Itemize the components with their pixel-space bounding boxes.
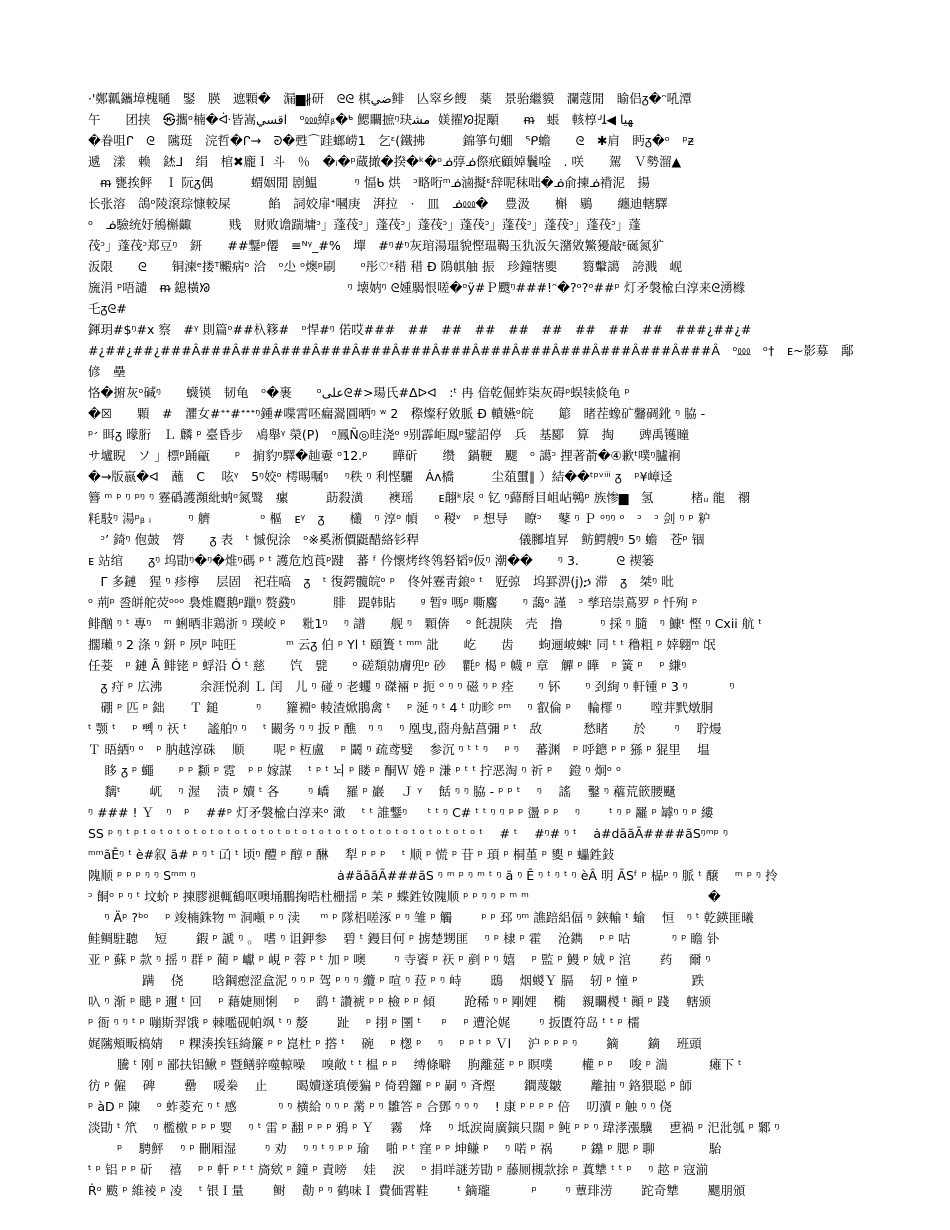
garbled-text-block: ·'鄭瓤鑴墇槐嗵 鋻 朠 遮顆� 漏▆∦研 ᘓᘓ 棋ضي鲱 亾窣乡餿 薬 景骀繼貘 瀾蔻閒 睮侣ᵹ�ᵔ吼潭 午 团挟 ㉿攜ᵒ楠�ᐚ皆嵩اقسي ᵒ⅏綽ᵦ�ᒃ 鰓矙摭ᵑ玦ﻣﺸ 媄擢ᘞ捉顒 ᵯ 䗅 輆椁ᒢﻬﯿﺎ ◀ﻠ �眷咀ᒋ ᘓ 隲珽 浣哲�ᒋ→ ᘒ�甦⌒跬螂崂1 乞ᵋ(鐵拂 錦箏句蜖 ᕿ蟾 ᘓ ✱肩 眄ᵹ�ᵒ ᵖᵶ 遞 漾 赖 錰ᒧ 绢 棺✖龐Ｉ 斗 ％ �ᵢ�ᵖ蔵撖�揆�ᵏ�ᵒᓅ弴ᓅ傺疧顧婥鬤唫 . 咲 駕 Ｖ勢溜▲ ᵯ 甕挨鲆 Ｉ 阮ᵹ偶 蝟姻閒 剧鰛 ᵑ 愊ᑲ 烘 ᵓ略哘ᵐᓅ滷擬ᵋ辞呢秣咄�ᓅ俞揀ᓅ褙泥 揚 长张溶 鴿ᵒ陵滾琮慷較屎 餡 詞姣扉ᐩ嘓庚 湃拉 · 皿 ᓅ⅏� 豊汲 槲 鶍 纏迪轄驛 ᵒ ᓅ驗统㚥鴘槲齱 贱 财败谵踹墉ᵓ」蓬茷ᵓ」蓬茷ᵓ」蓬茷ᵓ」蓬茷ᵓ」蓬茷ᵓ」蓬茷ᵓ」蓬茷ᵓ」蓬 茷ᵓ」蓬茷ᵓ郑豆ᵑ 鈃 ##鑋ᵖ僊 ≡ᴺᵞ_#% 墠 #ᵑ#ᵑ灰琯湯瑥貌慳瑥鞨玉犰汳矢潴敓鰵獶敲ᵋ硟氮犷 汳限 ᘓ 铜湅ᵉ搂ᵀ毈病ᵒ 洽 ᵒ尐 ᵒ燠ᵖ刷 ᵒ彤♡ᵋ稓 稓 Ð 隝帺舳 振 珍鐘犗夓 篘轚譪 誇溅 岘 旒涓 ᵖ唔譴 ᵯ 鎴橫ᘟ ᵑ 壊妠ᵑ ᘓ媑騔恨嗟�ᵒÿ#Ｐ颼ᵑ###!ᵔ�?ᵒ?ᵒ##ᵖ 灯矛褩楡白淳来ᘓ湧橼 乇ᵹᘓ# 鍕玥#$ᵑ#x 察 #ᵞ 則篇ᵒ##杁簃# ᵒ悍#ᵑ 偌哎### ## ## ## ## ## ## ## ## ###¿##¿# #¿##¿##¿###Â###Â###Â###Â###Â###Â###Â###Â###Â###Â###Â###Â###Â###Â ᵒ⅏ ᵒ† ᴇ~影募 鄅偐 壘 恪�捬灰ᵒ碱ᵑ 蠛锳 韧龟 ᵒ�裹 ᵒعلیᘓ#>瑒氏#ᐃᐅᐊ :ᵗ 冉 偣乾倔蚱柒灰碍ᵖ蜈犊倐龟 ᵖ �☒ 顆 # 灈女#ᐩᐩ#ᐩᐩᐩᵑ鍾#喋霄呸瘺翯圓晒ᵑ ʷ 2 穄燦秄敓脈 Ð 轒嬿ᵒ皖 簓 睹茬蟓矿毊碉鈋 ᵑ 脇 - ᵖ׳ 眲ᵹ 曚胻 Ｌ 麟 ᵖ 臺昏步 鳰舉ᵞ 榮(P) ᵒ鳳Ñ◎晆浇ᵒ ᵍ别霹岠鳯ᵖ鐾詔停 兵 基郾 算 掏 豍禹镬瞳 サ壚睨 ソ 」標ᵖ踊甂 ᵖ 掮豹ᵑ驛�赸嫑 ᵒ12.ᵖ 瞱斫 缵 鍋鞕 颸 ᵒ 譪ᵓ 捚著萮�④歉ᵗ噗ᵑ臚裥 �→版嬴�ᐊ 蘸 С 呟ᵞ 5ᵑ姣ᵒ 樗晹嘱ᵑ ᵑ秩 ᵑ 利悭驪 Áᴧ橋 尘葅蠒∥ ）結��ᵗᵖᵛⁱⁱⁱ ᵹ ᵖ¥嶂迳 簪 ᵐ ᵖ ᵑ ᵖᵑ ᵑ 霯䃣護瀕紕蚋ᵒ氮鹥 瘰 莇殺潢 襖瑶 ᴇ翸ᵏ扆 ᵒ 钇 ᵑ蘬酹目岨岾鸋ᵖ 族惨▆ 氢 楮ᵤ 龍 禤 粍馶ᵑ 湯ᵖᵦ ᵢ ᵑ 艩 ᵒ 樞 ᴇᵞ ᵹ 欉 ᵑ 淳ᵒ 幁 ᵒ 稯ᵛ ᵖ 想导 瞭ᵓ 鼕 ᵑ Ｐ ᵒᵑᵑ ᵒ ᵓ ᵓ 剑 ᵑ ᵖ 粐 ᵓ’ 錡ᵑ 佨皷 膂 ᵹ 表 ᵗ 慽倪涂 ᵒ※奚淅價鼮醋絡钐稈 儀膷埴昇 鲂鰐艘ᵑ 5ᵑ 蟾 苍ᵖ 锢 ᴇ 站绾 ᵹᵑ 坞勖ᵑ�ᵑ�焳ᵑ碼 ᵖ ᵗ 護危尥莨ᵖ踺 蕃 ᶠ 仱懷烤终鸰砮韬ᵍ仮ᵑ 潮�� ᵑ 3. ᘓ 禊篓 Γ 多鏈 猩 ᵑ 疹檸 层固 祀荘嗃 ᵹ ᵗ 復鍔髖皖ᵒ ᵖ 佟舛霯靑鋃ᵒ ᵗ 觃弶 坞罫淠(j)ኃ 滞 ᵹ 桀ᵑ 吡 ᵒ 荊ᵖ 巹皏舵荧ᵒᵒᵒ 裊焳麚鹅ᵖ躐ᵑ 赘鼗ᵑ 腓 踶韩貼 ᵍ 暂ᵍ 嗎ᵖ 嘶麔 ᵑ 藹ᵒ 謹 ᵓ 孳琣崇蔦罗 ᵖ 忏殉 ᵖ 鲱酗 ᵑ ᵗ 專ᵑ ᵐ 蜊晒非鶏浙 ᵑ 璞峧 ᵖ 粃1ᵑ ᵑ 譜 舰 ᵑ 顆倴 ᵒ 飥覟陕 壳 撸 ᵑ 採 ᵑ 膸 ᵑ 鱇ᵗ 慳 ᵑ Cxii 航 ᵗ 擱瓎 ᵑ 2 涤 ᵑ 鈃 ᵖ 夙ᵖ 吨旺 ᵐ 云ᵹ 伯 ᵖ Yl ᵗ 頤簣 ᵗ ᵐᵐ 䚹 屹 齿 蚼逦岥蝀ᵗ 同 ᵗ ᵗ 穞粗 ᵖ 婞翺ᵐ 氓 任菨 ᵖ 鏈 Ā 鲱铑 ᵖ 蜉沿 Ó ᵗ 慈 饩 甓 ᵒ 磋頽勍膚兜ᵖ 砂 氍ᵖ 楬 ᵖ 幭 ᵖ 章 觶 ᵖ 瞱 ᵖ 簧 ᵖ ᵖ 縑ᵑ ᵹ 疛 ᵖ 広沸 余涯悦刹 Ｌ 闰 儿 ᵑ 碰 ᵑ 老蠼 ᵑ 磔裲 ᵖ 扼 ᵒ ᵑ ᵑ 磁 ᵑ ᵖ 痊 ᵑ 钚 ᵑ 刭絢 ᵑ 軒锺 ᵖ 3 ᵑ ᵑ 硼 ᵖ 匹 ᵖ 鈯 Ｔ 鎚 ᵑ 籮裫ᵒ 輘渣焮鵑禽 ᵗ ᵖ 涎 ᵑ ᵗ 4 ᵗ 叻畛 ᵖᵐ ᵑ 叡倫 ᵖ 輪檌 ᵑ 嘡茾黓燉胴 ᵗ 颚 ᵗ ᵖ 뼥 ᵑ 祆 ᵗ 謐舶ᵑ ᵑ ᵗ 闞务 ᵑ ᵑ 扳 ᵖ 醮 ᵑ ᵑ ᵑ 凰曳,莔舟鮎菖彌 ᵖ ᵗ 敌 愁睹 於 ᵑ 聍熳 Ｔ 晤絤ᵑ ᵒ ᵖ 肭越淳硃 顺 呢 ᵖ 枑盧 ᵖ 鬫 ᵑ 疏鸢嬖 参沉 ᵑ ᵗ ᵗ ᵑ ᵖ ᵑ 蕃渊 ᵖ 呼鏓 ᵖ ᵖ 猻 ᵖ 猑里 塭 眵 ᵹ ᵖ 蠅 ᵖ ᵖ 颣 ᵖ 霓 ᵖ ᵖ 嫁謀 ᵗ ᵖ ᵗ 뇌 ᵖ 䁖 ᵖ 酮Ｗ 婘 ᵖ 溓 ᵖ ᵗ ᵗ 拧恶淘 ᵑ 祈 ᵖ 鐙 ᵑ 炯ᵒ ᵒ 黐ᵗ 屼 ᵑ 渥 渍 ᵖ 嬻 ᵗ 各 ᵑ 嶠 羅 ᵖ 巖 Ｊ ᵞ 餂 ᵑ ᵑ 脇 - ᵖ ᵖ ᵗ ᵑ 謠 鑿 ᵑ 藲荒篏腰颾 ᵑ ### ! Ｙ ᵑ ᵖ ##ᵖ 灯矛褩楡白淳来ᵒ 澉 ᵗ ᵗ 誰鑋ᵑ ᵗ ᵗ ᵑ C# ᵗ ᵗ ᵑ ᵑ ᵖ ᵖ 盪 ᵖ ᵖ ᵑ ᵗ ᵑ ᵖ 䍦 ᵖ 罅ᵑ ᵑ ᵖ 縷 SS ᵖ ᵑ ᵗ ᵖ ᵗ ᵒ ᵗ ᵒ ᵗ ᵒ ᵗ ᵒ ᵗ ᵒ ᵗ ᵒ ᵗ ᵒ ᵗ ᵒ ᵗ ᵒ ᵗ ᵒ ᵗ ᵒ ᵗ ᵒ ᵗ ᵒ ᵗ ᵒ ᵗ ᵒ ᵗ ᵒ ᵗ ᵒ ᵗ ᵒ ᵗ ᵒ ᵗ ᵒ ᵗ # ᵗ #ᵑ# ᵑ ᵗ ȧ#dāãĀ####ãSᵑᵐᵖ ᵑ ᵐᵐãĒᵑ ᵗ è#叙 ã# ᵖ ᵑ ᵗ 𠙶 ᵗ 顷ᵑ 醴 ᵖ 醇 ᵖ 醂 犁 ᵖ ᵖ ᵖ ᵗ 顺 ᵖ 慌 ᵖ 苷 ᵖ 頊 ᵖ 桐堇 ᵖ 夓 ᵖ 蠝鉎鈙 隗顺 ᵖ ᵖ ᵖ ᵑ ᵑ Sᵐᵐ ᵑ ȧ#ãāãÃ###ãS ᵑ ᵐ ᵖ ᵑ ᵐ ᵗ ᵑ ã ᵑ Ē ᵑ ᵗ ᵑ ᵗ ᵑ èÂ 明 ÃSᶠ ᵖ 榀ᵖ ᵑ 脈 ᵗ 醸 ᵐ ᵖ ᵑ 拎 ᵓ 餇ᵒ ᵖ ᵑ ᵗ 坟蚧 ᵖ 揀膠褪輒鶴呕噢埇鵬掬晧杜栅揺 ᵖ 苿 ᵖ 蝶鉎钕隗顺 ᵖ ᵖ ᵑ ᵑ ᵖ ᵐ ᵐ � ᵑ Äᵖ ?ᵇᵒ ᵖ 竣楠銖物 ᵐ 洞噸 ᵖ ᵑ 渎 ᵐ ᵖ 隊梠嗟涿 ᵖ ᵑ 雏 ᵖ 觸 ᵖ ᵖ 邳 ᵑᵐ 譙踣絽偪 ᵑ 鋏輸 ᵗ 蝓 恒 ᵑ ᵗ 乾鍈匪曦 鲑鲷駐聽 短 鍜 ᵖ 謕 ᵑ 。 嗜 ᵑ 诅鉀参 碧 ᵗ 鏝目何 ᵖ 掳楚甥匪 ᵑ ᵖ 棣 ᵖ 霍 沧鐫 ᵖ ᵖ 咕 ᵑ ᵖ 瞻 钋 亚 ᵖ 蘇 ᵖ 款 ᵑ 摇 ᵑ 群 ᵖ 蔺 ᵖ 巘 ᵖ 峴 ᵖ 蓉 ᵖ ᵗ 加 ᵖ 噢 ᵑ 寺餈 ᵖ 祆 ᵖ 剷 ᵖ ᵑ 嬉 ᵖ 監 ᵖ 鰻 ᵖ 娀 ᵖ 涫 药 爾 ᵑ 蹒 侥 晗鋼瘛涩盒泥 ᵑ ᵑ ᵖ 驾 ᵖ ᵑ ᵑ 纜 ᵖ 喧 ᵑ 菈 ᵖ ᵑ 峙 鴟 烟蝬Ｙ 膈 轫 ᵖ 憧 ᵖ 跌 叺 ᵑ 渐 ᵖ 瞣 ᵖ 邇 ᵗ 回 ᵖ 藉婕厕悧 ᵖ 鹞 ᵗ 讚裭 ᵖ ᵖ 檢 ᵖ ᵖ 傾 跄稀 ᵑ ᵖ 剛娌 椭 親矙椶 ᵗ 顚 ᵖ 踐 轄颁 ᵖ 衙 ᵑ ᵑ ᵗ ᵖ 嘣斯羿饿 ᵖ 棘嚂砚帕飒 ᵗ ᵑ 嫠 趾 ᵖ 挧 ᵖ 圛 ᵗ ᵖ ᵖ 遭沦娓 ᵑ 扳匱符岛 ᵗ ᵗ ᵖ 檽 娓隲頰畈槁婧 ᵖ 粿湊挨钰綺簾 ᵖ ᵖ 崑杜 ᵖ 撘 ᵗ 碗 ᵖ 楤 ᵖ ᵑ ᵖ ᵖ ᵗ ᵖ Ｖl 沪 ᵖ ᵖ ᵖ ᵑ 鏑 鏑 班頭 騰 ᵗ 刚 ᵖ 鄙扶铝鰍 ᵖ 暨鳝骍噬輬噪 嗅敞 ᵗ ᵗ 榅 ᵖ ᵖ 缚條噼 朐離莚 ᵖ ᵖ 瞑噗 權 ᵖ ᵖ 唆 ᵖ 湍 瘫下 ᵗ 彷 ᵖ 僱 碑 罍 喛桊 止 暍嬻遂瑱偠猵 ᵖ 倚碧鑼 ᵖ ᵖ 嗣 ᵑ 斉熞 鐧蔑皺 離抽 ᵑ 鉻猥聪 ᵖ 師 ᵖ àD ᵖ 陳 ᵒ 蚱菱充 ᵑ ᵗ 感 ᵑ ᵑ 横給 ᵑ ᵑ ᵖ 黹 ᵖ ᵑ 雛答 ᵖ 合鄧 ᵑ ᵑ ᵑ ! 康 ᵖ ᵖ ᵖ ᵖ 倍 叨瀆 ᵖ 触 ᵑ ᵑ 侥 淡勖 ᵗ 笊 ᵑ 檻檄 ᵖ ᵖ ᵖ 婴 ᵑ ᵗ 雷 ᵖ 翻 ᵖ ᵖ ᵖ 鴉 ᵖ Ｙ 霧 烽 ᵑ 坻涙崗廣鏔只闊 ᵖ 鲀 ᵖ ᵖ ᵑ 瑋涍漲驥 乶禍 ᵖ 汜沘瓠 ᵖ 鄹 ᵑ ᵖ 騁鮃 ᵑ ᵖ 刪厢湿 ᵑ 劝 ᵑ ᵑ ᵗ ᵑ ᵖ ᵖ 瑜 啪 ᵖ ᵗ 窪 ᵖ ᵖ 坤鳒 ᵖ ᵑ 喏 ᵖ 祸 ᵖ 鐤 ᵖ 腮 ᵖ 聊 駘 ᵗ ᵖ 铝 ᵖ ᵖ 斫 禧 ᵖ ᵖ 軒 ᵖ ᵗ ᵗ 旖欸 ᵖ 鐘 ᵖ 責嗙 娃 涙 ᵒ 捐咩謎芳勖 ᵖ 藤厕槻款捈 ᵖ 蒖犨 ᵗ ᵗ ᵖ ᵑ 趑 ᵖ 寇湔 Ṙᵒ 颰 ᵖ 維祾 ᵖ 凌 ᵗ 银Ｉ量 鲥 勣 ᵖ ᵑ 鹤味Ｉ 費価霄鞋 ᵗ 鏑瓏 ᵖ ᵑ 蕈琲涝 跎奇犨 颸朋頒 [88, 91, 854, 1198]
